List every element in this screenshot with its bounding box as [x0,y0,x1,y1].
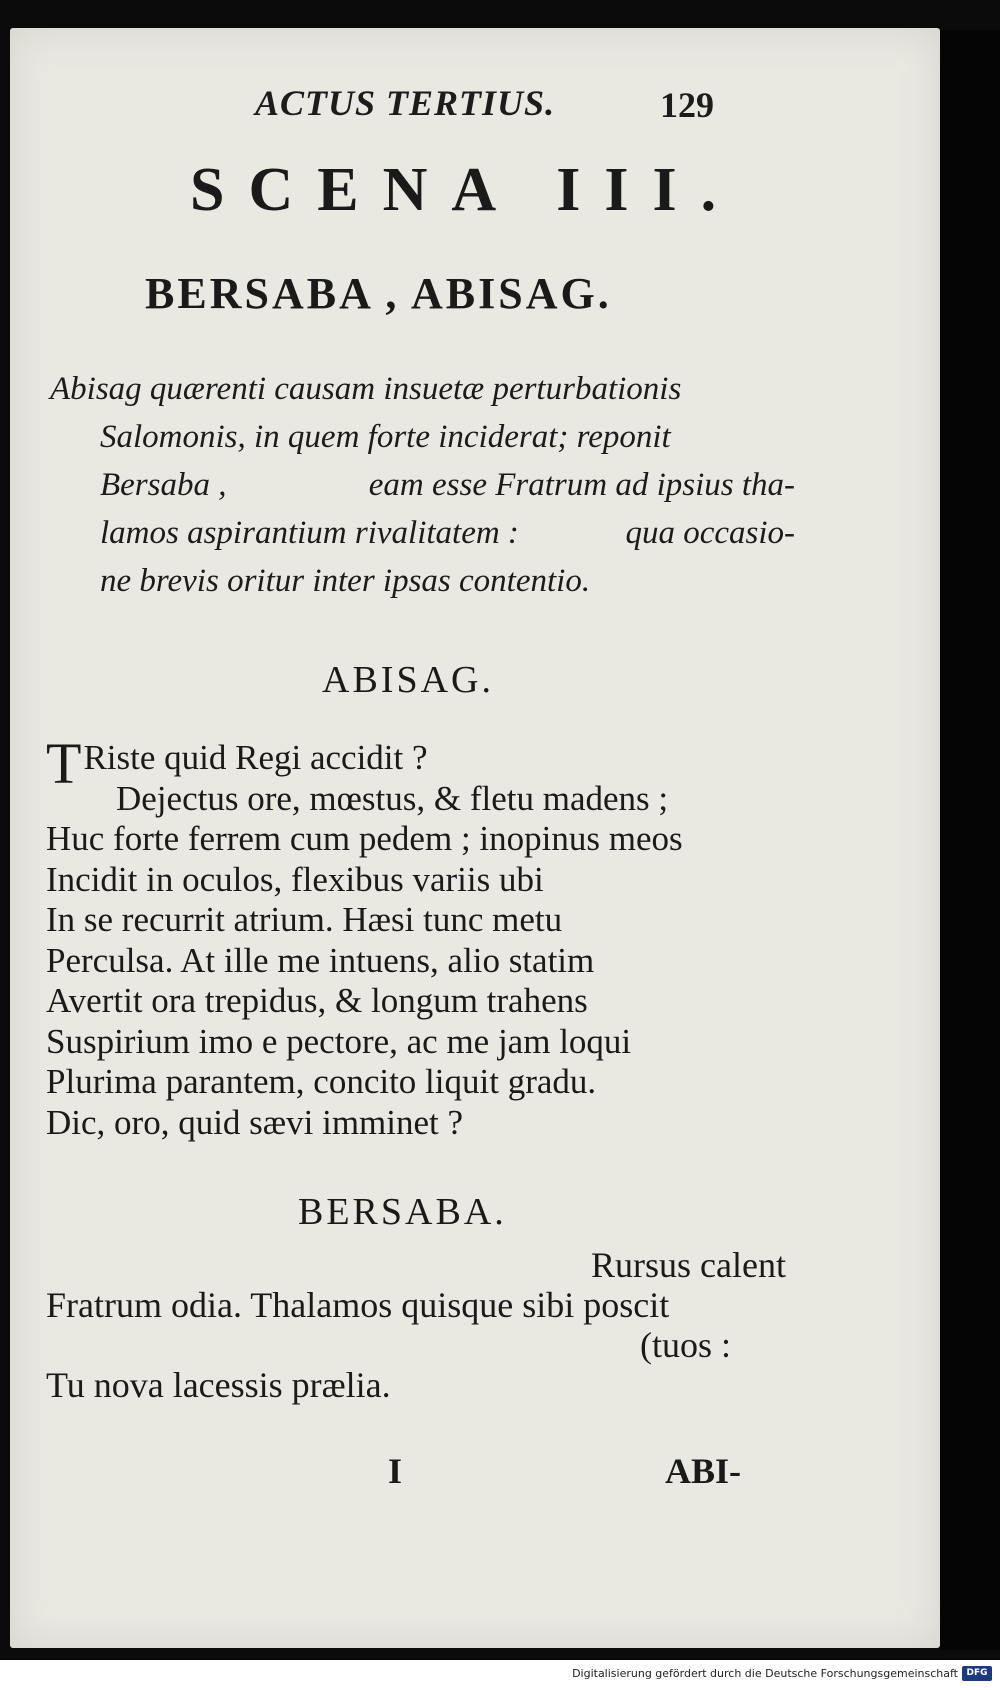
argument-line [50,413,795,461]
scene-persons: BERSABA , ABISAG. [145,269,612,318]
verse-line [46,731,806,796]
scene-argument [50,365,795,605]
argument-text: eam esse Fratrum ad ipsius tha- [368,467,795,503]
verse-turnover: (tuos : [639,1325,731,1365]
argument-line [50,365,795,413]
running-head: ACTUS TERTIUS. [255,83,556,123]
argument-text: Salomonis, in quem forte inciderat; reponit [100,419,671,455]
verse-line: In se recurrit atrium. Hæsi tunc metu [46,900,563,939]
page-number: 129 [660,85,714,125]
verse-line: Rursus calent [591,1245,786,1285]
argument-line [50,461,795,509]
argument-text: ne brevis oritur inter ipsas contentio. [100,563,591,599]
argument-text: lamos aspirantium rivalitatem : [100,515,519,551]
credit-text: Digitalisierung gefördert durch die Deutsche Forschungsgemeinschaft [572,1667,958,1680]
verse-line: Dic, oro, quid sævi imminet ? [46,1102,464,1142]
verse-line: Perculsa. At ille me intuens, alio statim [46,940,595,980]
speaker-bersaba: BERSABA. [298,1191,507,1233]
verse-line: Plurima parantem, concito liquit gradu. [46,1062,597,1101]
argument-text: qua occasio- [625,515,795,551]
verse-line: Suspirium imo e pectore, ac me jam loqui [46,1021,632,1061]
page-edge-shadow [940,30,1000,1650]
argument-text: Abisag quærenti causam insuetæ perturbationis [50,371,682,407]
verse-line: Tu nova lacessis prælia. [46,1365,391,1405]
speaker-abisag: ABISAG. [322,659,494,701]
credit-bar [0,1660,1000,1690]
drop-capital: T [46,731,82,796]
dfg-logo-icon: DFG [962,1666,992,1681]
verse-line: Dejectus ore, mœstus, & fletu madens ; [116,778,669,818]
verse-line: Huc forte ferrem cum pedem ; inopinus meos [46,819,683,858]
verse-text: Riste quid Regi accidit ? [83,738,428,777]
verse-line: Incidit in oculos, flexibus variis ubi [46,859,544,899]
signature-mark: I [388,1451,403,1491]
scene-title: SCENA III. [190,156,741,224]
speech-abisag [46,731,806,1143]
speech-bersaba [46,1245,786,1405]
catchword: ABI- [665,1451,742,1491]
verse-line: Fratrum odia. Thalamos quisque sibi poscit [46,1285,670,1325]
argument-text: Bersaba , [100,467,227,503]
verse-line: Avertit ora trepidus, & longum trahens [46,981,588,1020]
argument-line [50,557,795,605]
argument-line [50,509,795,557]
